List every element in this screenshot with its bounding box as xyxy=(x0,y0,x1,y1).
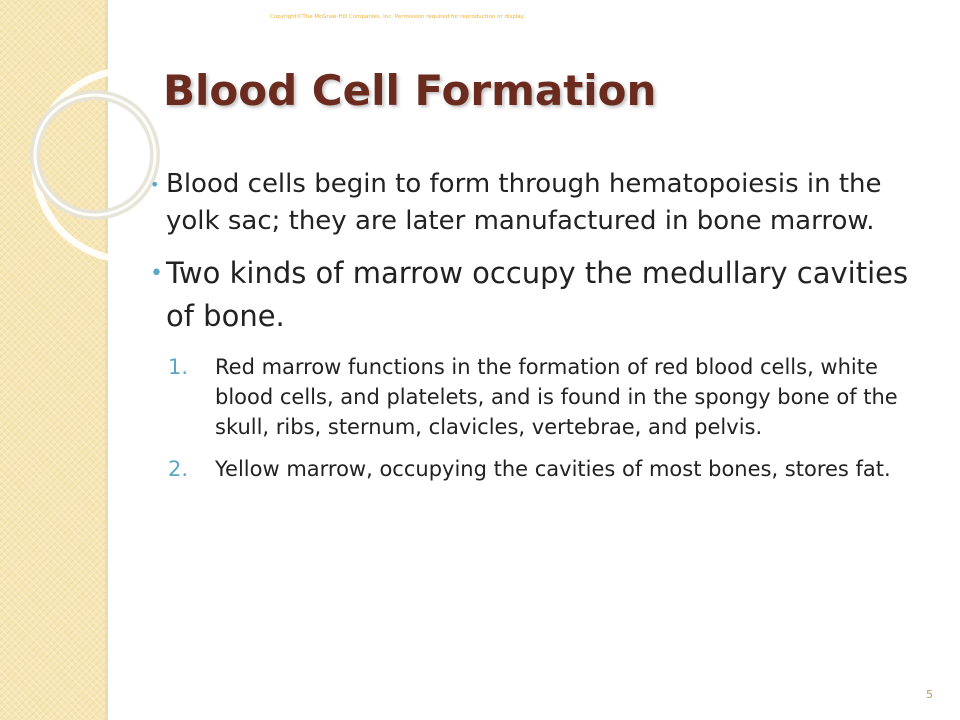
numbered-list-container xyxy=(150,352,930,484)
bullet-item xyxy=(150,166,926,240)
numbered-item-text: Red marrow functions in the formation of red blood cells, white blood cells, and platelets, and is found in the spongy bone of the skull, ribs, sternum, clavicles, vertebrae, and pelvis. xyxy=(215,355,898,439)
bullet-marker: • xyxy=(150,175,160,194)
page-number: 5 xyxy=(926,688,933,701)
numbered-item-text: Yellow marrow, occupying the cavities of most bones, stores fat. xyxy=(215,457,891,481)
bullet-text: Blood cells begin to form through hematopoiesis in the yolk sac; they are later manufactured in bone marrow. xyxy=(166,169,882,236)
bullet-text: Two kinds of marrow occupy the medullary cavities of bone. xyxy=(166,256,909,333)
bullet-item xyxy=(150,252,930,338)
bullet-marker: • xyxy=(150,261,163,286)
slide-title: Blood Cell Formation xyxy=(163,66,657,115)
item-number: 1. xyxy=(168,355,189,379)
numbered-list xyxy=(168,352,930,484)
bullet-list xyxy=(150,166,930,496)
numbered-item xyxy=(168,454,905,484)
copyright-notice: Copyright©The McGraw-Hill Companies, Inc. Permission required for reproduction or display. xyxy=(270,14,525,20)
item-number: 2. xyxy=(168,457,189,481)
numbered-item xyxy=(168,352,905,442)
